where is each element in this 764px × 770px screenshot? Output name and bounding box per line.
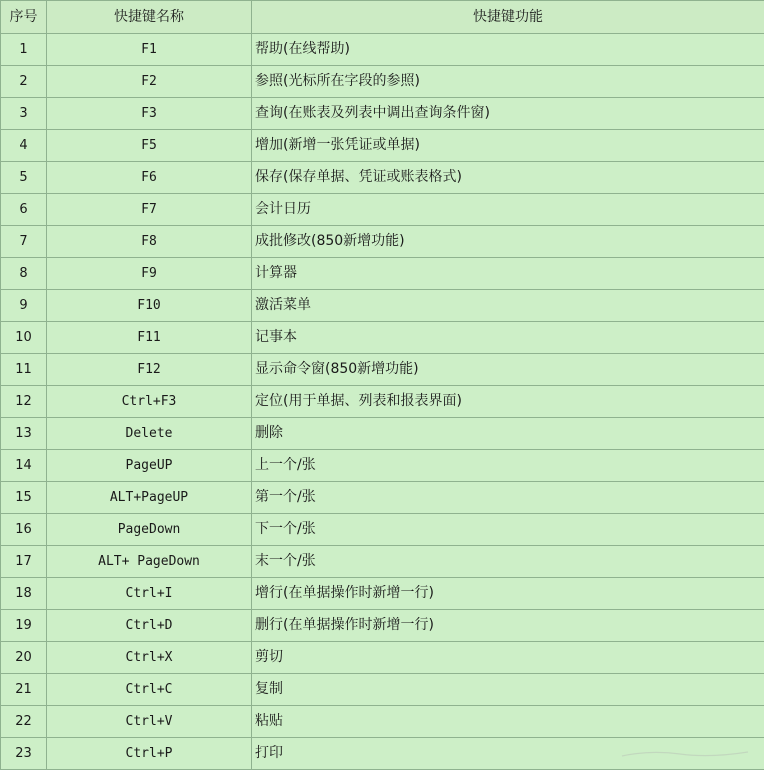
row-function: 下一个/张 (252, 514, 764, 546)
row-key-name: F7 (47, 194, 252, 226)
row-key-name: Delete (47, 418, 252, 450)
table-row (1, 610, 764, 642)
row-function: 增加(新增一张凭证或单据) (252, 130, 764, 162)
table-row (1, 130, 764, 162)
table-row (1, 322, 764, 354)
row-key-name: Ctrl+I (47, 578, 252, 610)
row-index: 20 (1, 642, 47, 674)
row-index: 11 (1, 354, 47, 386)
row-index: 21 (1, 674, 47, 706)
table-row (1, 98, 764, 130)
row-function: 删行(在单据操作时新增一行) (252, 610, 764, 642)
row-index: 5 (1, 162, 47, 194)
row-key-name: F9 (47, 258, 252, 290)
table-row (1, 290, 764, 322)
row-index: 4 (1, 130, 47, 162)
row-key-name: F3 (47, 98, 252, 130)
row-index: 14 (1, 450, 47, 482)
row-function: 末一个/张 (252, 546, 764, 578)
row-key-name: PageDown (47, 514, 252, 546)
row-key-name: F8 (47, 226, 252, 258)
row-function: 计算器 (252, 258, 764, 290)
table-row (1, 642, 764, 674)
table-row (1, 706, 764, 738)
table-header (1, 1, 764, 34)
watermark-mark (620, 746, 750, 760)
row-index: 17 (1, 546, 47, 578)
row-index: 12 (1, 386, 47, 418)
row-index: 16 (1, 514, 47, 546)
row-key-name: ALT+ PageDown (47, 546, 252, 578)
row-key-name: F6 (47, 162, 252, 194)
row-index: 1 (1, 34, 47, 66)
row-function: 定位(用于单据、列表和报表界面) (252, 386, 764, 418)
row-key-name: Ctrl+F3 (47, 386, 252, 418)
row-key-name: F1 (47, 34, 252, 66)
row-key-name: F2 (47, 66, 252, 98)
table-row (1, 546, 764, 578)
row-key-name: F10 (47, 290, 252, 322)
row-index: 10 (1, 322, 47, 354)
row-function: 记事本 (252, 322, 764, 354)
row-function: 第一个/张 (252, 482, 764, 514)
table-row (1, 258, 764, 290)
table-row (1, 482, 764, 514)
row-key-name: Ctrl+X (47, 642, 252, 674)
row-function: 参照(光标所在字段的参照) (252, 66, 764, 98)
row-function: 显示命令窗(850新增功能) (252, 354, 764, 386)
row-function: 会计日历 (252, 194, 764, 226)
row-key-name: Ctrl+D (47, 610, 252, 642)
row-index: 3 (1, 98, 47, 130)
row-index: 6 (1, 194, 47, 226)
header-key-name: 快捷键名称 (47, 1, 252, 34)
table-row (1, 386, 764, 418)
row-index: 19 (1, 610, 47, 642)
row-key-name: Ctrl+C (47, 674, 252, 706)
table-row (1, 514, 764, 546)
table-row (1, 418, 764, 450)
row-key-name: F12 (47, 354, 252, 386)
row-index: 13 (1, 418, 47, 450)
table-row (1, 34, 764, 66)
table-row (1, 354, 764, 386)
row-function: 成批修改(850新增功能) (252, 226, 764, 258)
header-index: 序号 (1, 1, 47, 34)
table-body (1, 34, 764, 770)
row-function: 剪切 (252, 642, 764, 674)
row-index: 23 (1, 738, 47, 770)
row-key-name: PageUP (47, 450, 252, 482)
table-row (1, 450, 764, 482)
row-key-name: Ctrl+V (47, 706, 252, 738)
row-function: 粘贴 (252, 706, 764, 738)
row-function: 上一个/张 (252, 450, 764, 482)
row-function: 复制 (252, 674, 764, 706)
row-index: 18 (1, 578, 47, 610)
table-row (1, 578, 764, 610)
row-function: 保存(保存单据、凭证或账表格式) (252, 162, 764, 194)
table-row (1, 162, 764, 194)
row-function: 帮助(在线帮助) (252, 34, 764, 66)
row-function: 激活菜单 (252, 290, 764, 322)
row-key-name: F5 (47, 130, 252, 162)
row-key-name: F11 (47, 322, 252, 354)
row-index: 8 (1, 258, 47, 290)
table-row (1, 226, 764, 258)
row-key-name: Ctrl+P (47, 738, 252, 770)
row-function: 增行(在单据操作时新增一行) (252, 578, 764, 610)
row-function: 查询(在账表及列表中调出查询条件窗) (252, 98, 764, 130)
row-index: 2 (1, 66, 47, 98)
header-row (1, 1, 764, 34)
table-row (1, 194, 764, 226)
row-function: 打印 (252, 738, 764, 770)
header-function: 快捷键功能 (252, 1, 764, 34)
row-index: 15 (1, 482, 47, 514)
row-function: 删除 (252, 418, 764, 450)
row-index: 22 (1, 706, 47, 738)
row-key-name: ALT+PageUP (47, 482, 252, 514)
table-row (1, 674, 764, 706)
row-index: 7 (1, 226, 47, 258)
table-row (1, 66, 764, 98)
row-index: 9 (1, 290, 47, 322)
